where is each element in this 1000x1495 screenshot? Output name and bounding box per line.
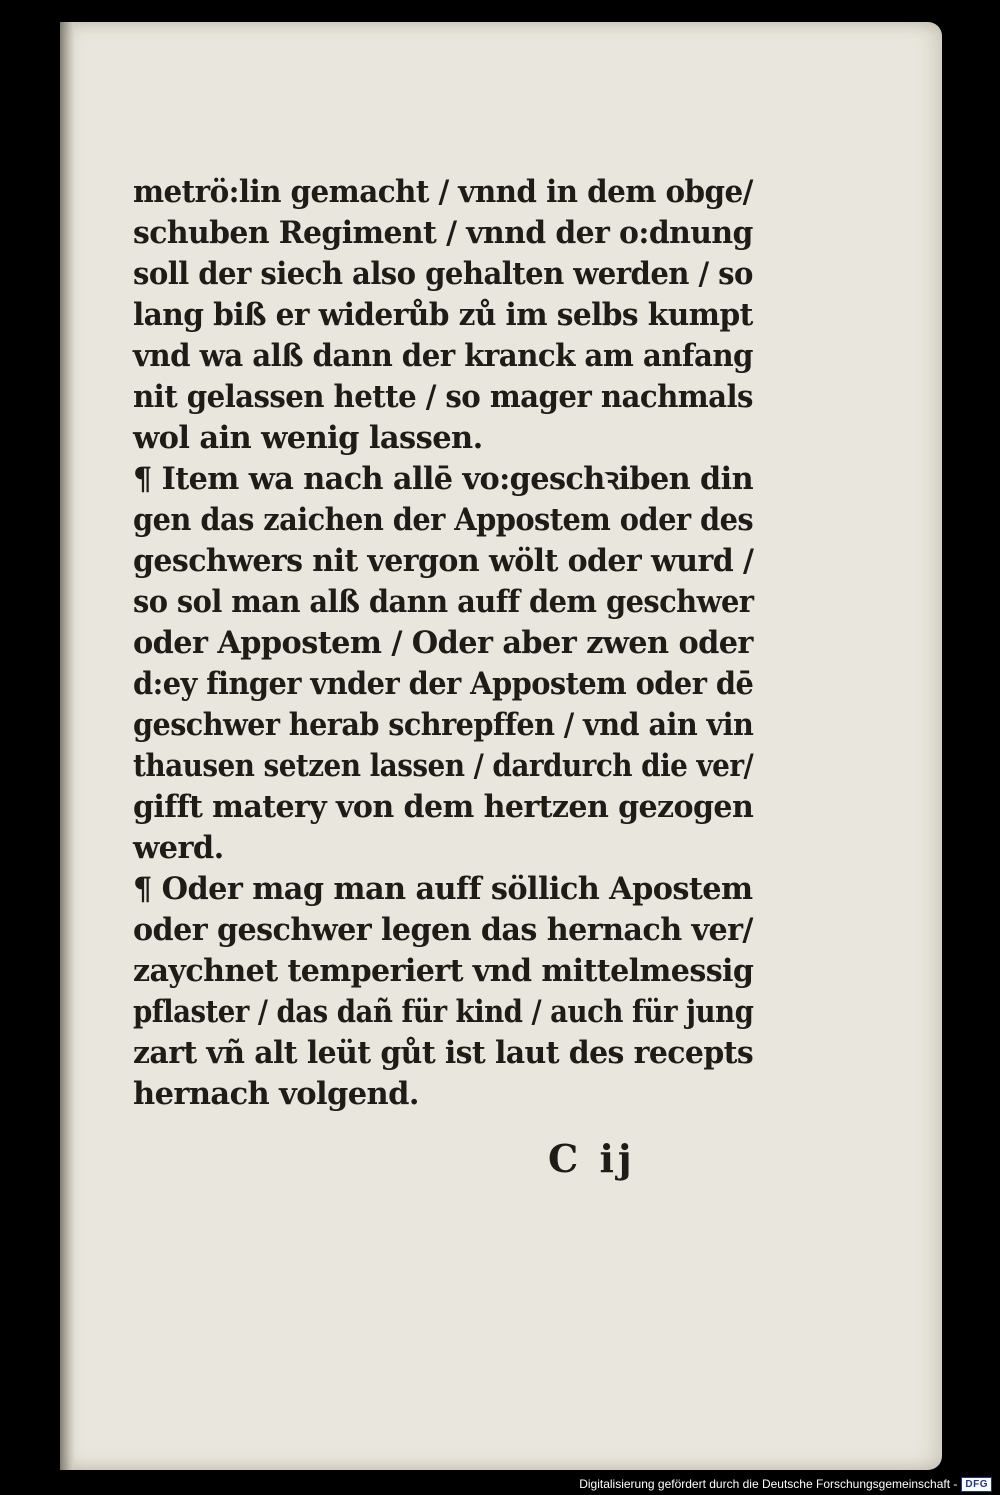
text-line: gifft matery von dem hertzen gezogen — [133, 789, 754, 825]
text-line: zaychnet temperiert vnd mittelmessig — [133, 953, 754, 989]
text-line: ¶ Oder mag man auff söllich Apostem — [133, 871, 753, 907]
text-line: werd. — [133, 830, 224, 866]
text-line: d:ey finger vnder der Appostem oder dē — [133, 666, 754, 702]
text-line: wol ain wenig lassen. — [133, 420, 483, 456]
text-line: so sol man alß dann auff dem geschwer — [133, 584, 754, 620]
text-line: hernach volgend. — [133, 1076, 419, 1112]
text-line: lang biß er widerůb zů im selbs kumpt — [133, 297, 753, 333]
text-line: oder Appostem / Oder aber zwen oder — [133, 625, 753, 661]
text-line: oder geschwer legen das hernach ver/ — [133, 912, 753, 948]
text-line: schuben Regiment / vnnd der o:dnung — [133, 215, 753, 251]
digitization-footer — [579, 1475, 992, 1493]
page-gutter-shadow — [60, 22, 74, 1470]
text-line: nit gelassen hette / so mager nachmals — [133, 379, 753, 415]
dfg-logo: DFG — [961, 1477, 992, 1492]
text-line: thausen setzen lassen / dardurch die ver/ — [133, 748, 754, 784]
signature-mark: C ij — [548, 1136, 636, 1181]
text-line: metrö:lin gemacht / vnnd in dem obge/ — [133, 174, 753, 210]
text-line: soll der siech also gehalten werden / so — [133, 256, 753, 292]
text-line: gen das zaichen der Appostem oder des — [133, 502, 754, 538]
body-text — [133, 172, 753, 1115]
text-line: vnd wa alß dann der kranck am anfang — [133, 338, 753, 374]
text-line: ¶ Item wa nach allē vo:geschꝛiben din — [133, 461, 754, 497]
footer-credit-text: Digitalisierung gefördert durch die Deutsche Forschungsgemeinschaft - — [579, 1477, 958, 1491]
text-line: zart vñ alt leüt gůt ist laut des recepts — [133, 1035, 754, 1071]
text-line: geschwer herab schrepffen / vnd ain vin — [133, 707, 754, 743]
text-line: pflaster / das dañ für kind / auch für jung — [133, 994, 754, 1030]
text-line: geschwers nit vergon wölt oder wurd / — [133, 543, 754, 579]
